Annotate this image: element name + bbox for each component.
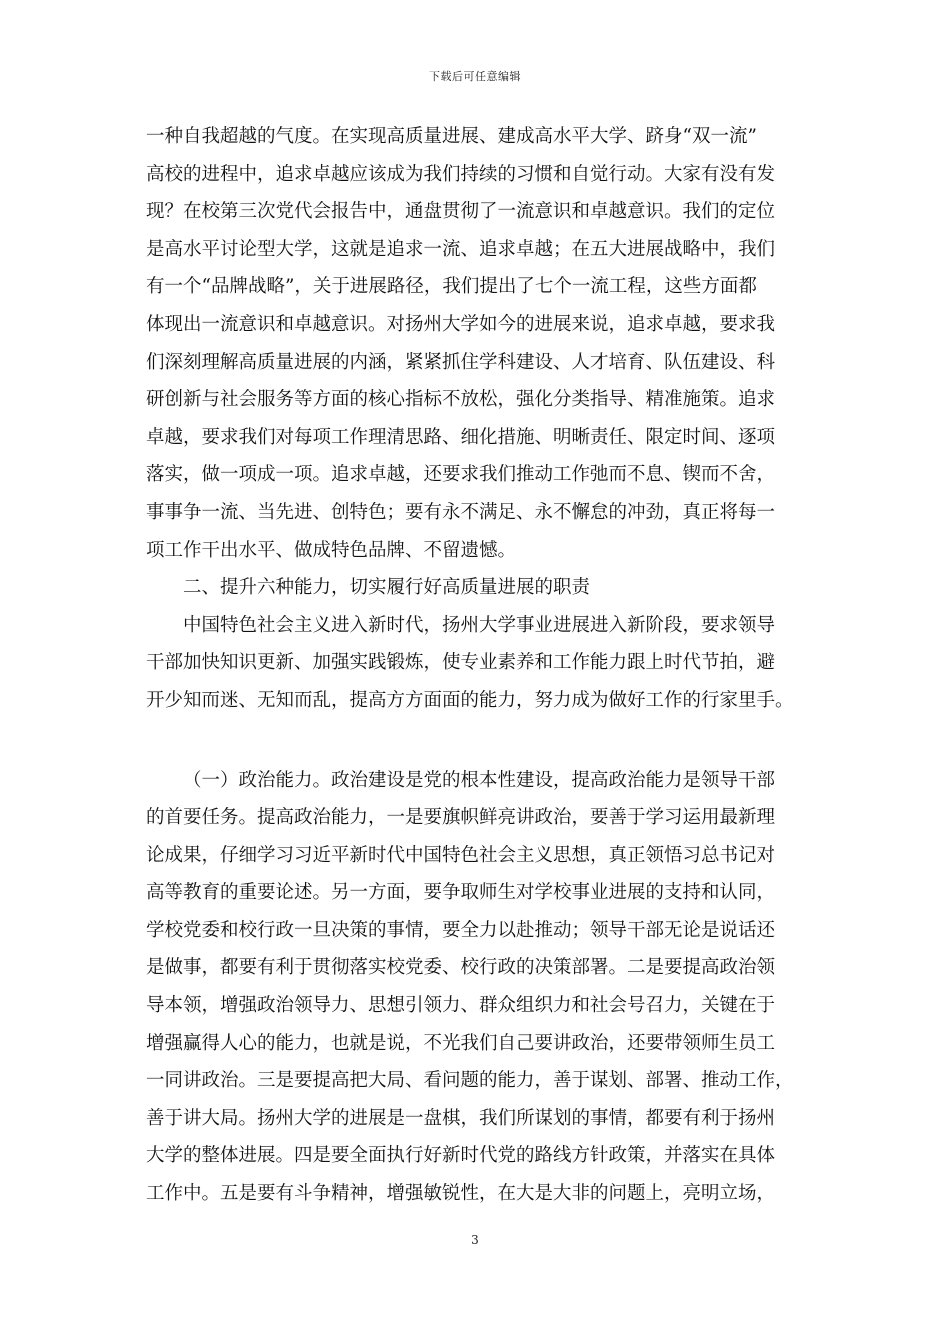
- text-line: 体现出一流意识和卓越意识。对扬州大学如今的进展来说，追求卓越，要求我: [146, 313, 776, 335]
- text-line: 是高水平讨论型大学，这就是追求一流、追求卓越；在五大进展战略中，我们: [146, 238, 776, 260]
- text-line: 的首要任务。提高政治能力，一是要旗帜鲜亮讲政治，要善于学习运用最新理: [146, 807, 776, 829]
- paragraph: [146, 607, 820, 720]
- text-line: 一种自我超越的气度。在实现高质量进展、建成高水平大学、跻身“双一流”: [146, 126, 757, 147]
- text-line: 项工作干出水平、做成特色品牌、不留遗憾。: [146, 539, 517, 561]
- text-line: 是做事，都要有利于贯彻落实校党委、校行政的决策部署。二是要提高政治领: [146, 957, 776, 979]
- text-line: 学校党委和校行政一旦决策的事情，要全力以赴推动；领导干部无论是说话还: [146, 919, 776, 941]
- text-line: 中国特色社会主义进入新时代，扬州大学事业进展进入新阶段，要求领导: [183, 614, 776, 636]
- text-line: 有一个“品牌战略”，关于进展路径，我们提出了七个一流工程，这些方面都: [146, 276, 757, 298]
- text-line: 论成果，仔细学习习近平新时代中国特色社会主义思想，真正领悟习总书记对: [146, 844, 776, 866]
- paragraph-spacer: [146, 720, 820, 762]
- text-line: 一同讲政治。三是要提高把大局、看问题的能力，善于谋划、部署、推动工作，: [146, 1070, 794, 1092]
- page-header-note: 下载后可任意编辑: [429, 70, 521, 83]
- text-line: 干部加快知识更新、加强实践锻炼，使专业素养和工作能力跟上时代节拍，避: [146, 652, 776, 674]
- text-line: 现？在校第三次党代会报告中，通盘贯彻了一流意识和卓越意识。我们的定位: [146, 201, 776, 223]
- text-line: 研创新与社会服务等方面的核心指标不放松，强化分类指导、精准施策。追求: [146, 389, 776, 411]
- paragraph: [146, 118, 820, 569]
- text-line: 高校的进程中，追求卓越应该成为我们持续的习惯和自觉行动。大家有没有发: [146, 163, 776, 185]
- text-line: 导本领，增强政治领导力、思想引领力、群众组织力和社会号召力，关键在于: [146, 995, 776, 1017]
- text-line: 增强赢得人心的能力，也就是说，不光我们自己要讲政治，还要带领师生员工: [146, 1032, 776, 1054]
- text-line: 善于讲大局。扬州大学的进展是一盘棋，我们所谋划的事情，都要有利于扬州: [146, 1107, 776, 1129]
- paragraph: [146, 762, 820, 1213]
- text-line: 高等教育的重要论述。另一方面，要争取师生对学校事业进展的支持和认同，: [146, 882, 776, 904]
- text-line: 事事争一流、当先进、创特色；要有永不满足、永不懈怠的冲劲，真正将每一: [146, 501, 776, 523]
- text-line: 落实，做一项成一项。追求卓越，还要求我们推动工作弛而不息、锲而不舍，: [146, 464, 776, 486]
- text-line: 大学的整体进展。四是要全面执行好新时代党的路线方针政策，并落实在具体: [146, 1145, 776, 1167]
- document-body: [146, 118, 820, 1213]
- page-number: 3: [471, 1233, 479, 1247]
- text-line: 开少知而迷、无知而乱，提高方方面面的能力，努力成为做好工作的行家里手。: [146, 689, 794, 711]
- text-line: 工作中。五是要有斗争精神，增强敏锐性，在大是大非的问题上，亮明立场，: [146, 1183, 776, 1205]
- text-line: 们深刻理解高质量进展的内涵，紧紧抓住学科建设、人才培育、队伍建设、科: [146, 351, 776, 373]
- text-line: （一）政治能力。政治建设是党的根本性建设，提高政治能力是领导干部: [183, 769, 776, 791]
- text-line: 卓越，要求我们对每项工作理清思路、细化措施、明晰责任、限定时间、逐项: [146, 426, 776, 448]
- heading-line: 二、提升六种能力，切实履行好高质量进展的职责: [183, 577, 591, 599]
- section-heading: [146, 569, 820, 607]
